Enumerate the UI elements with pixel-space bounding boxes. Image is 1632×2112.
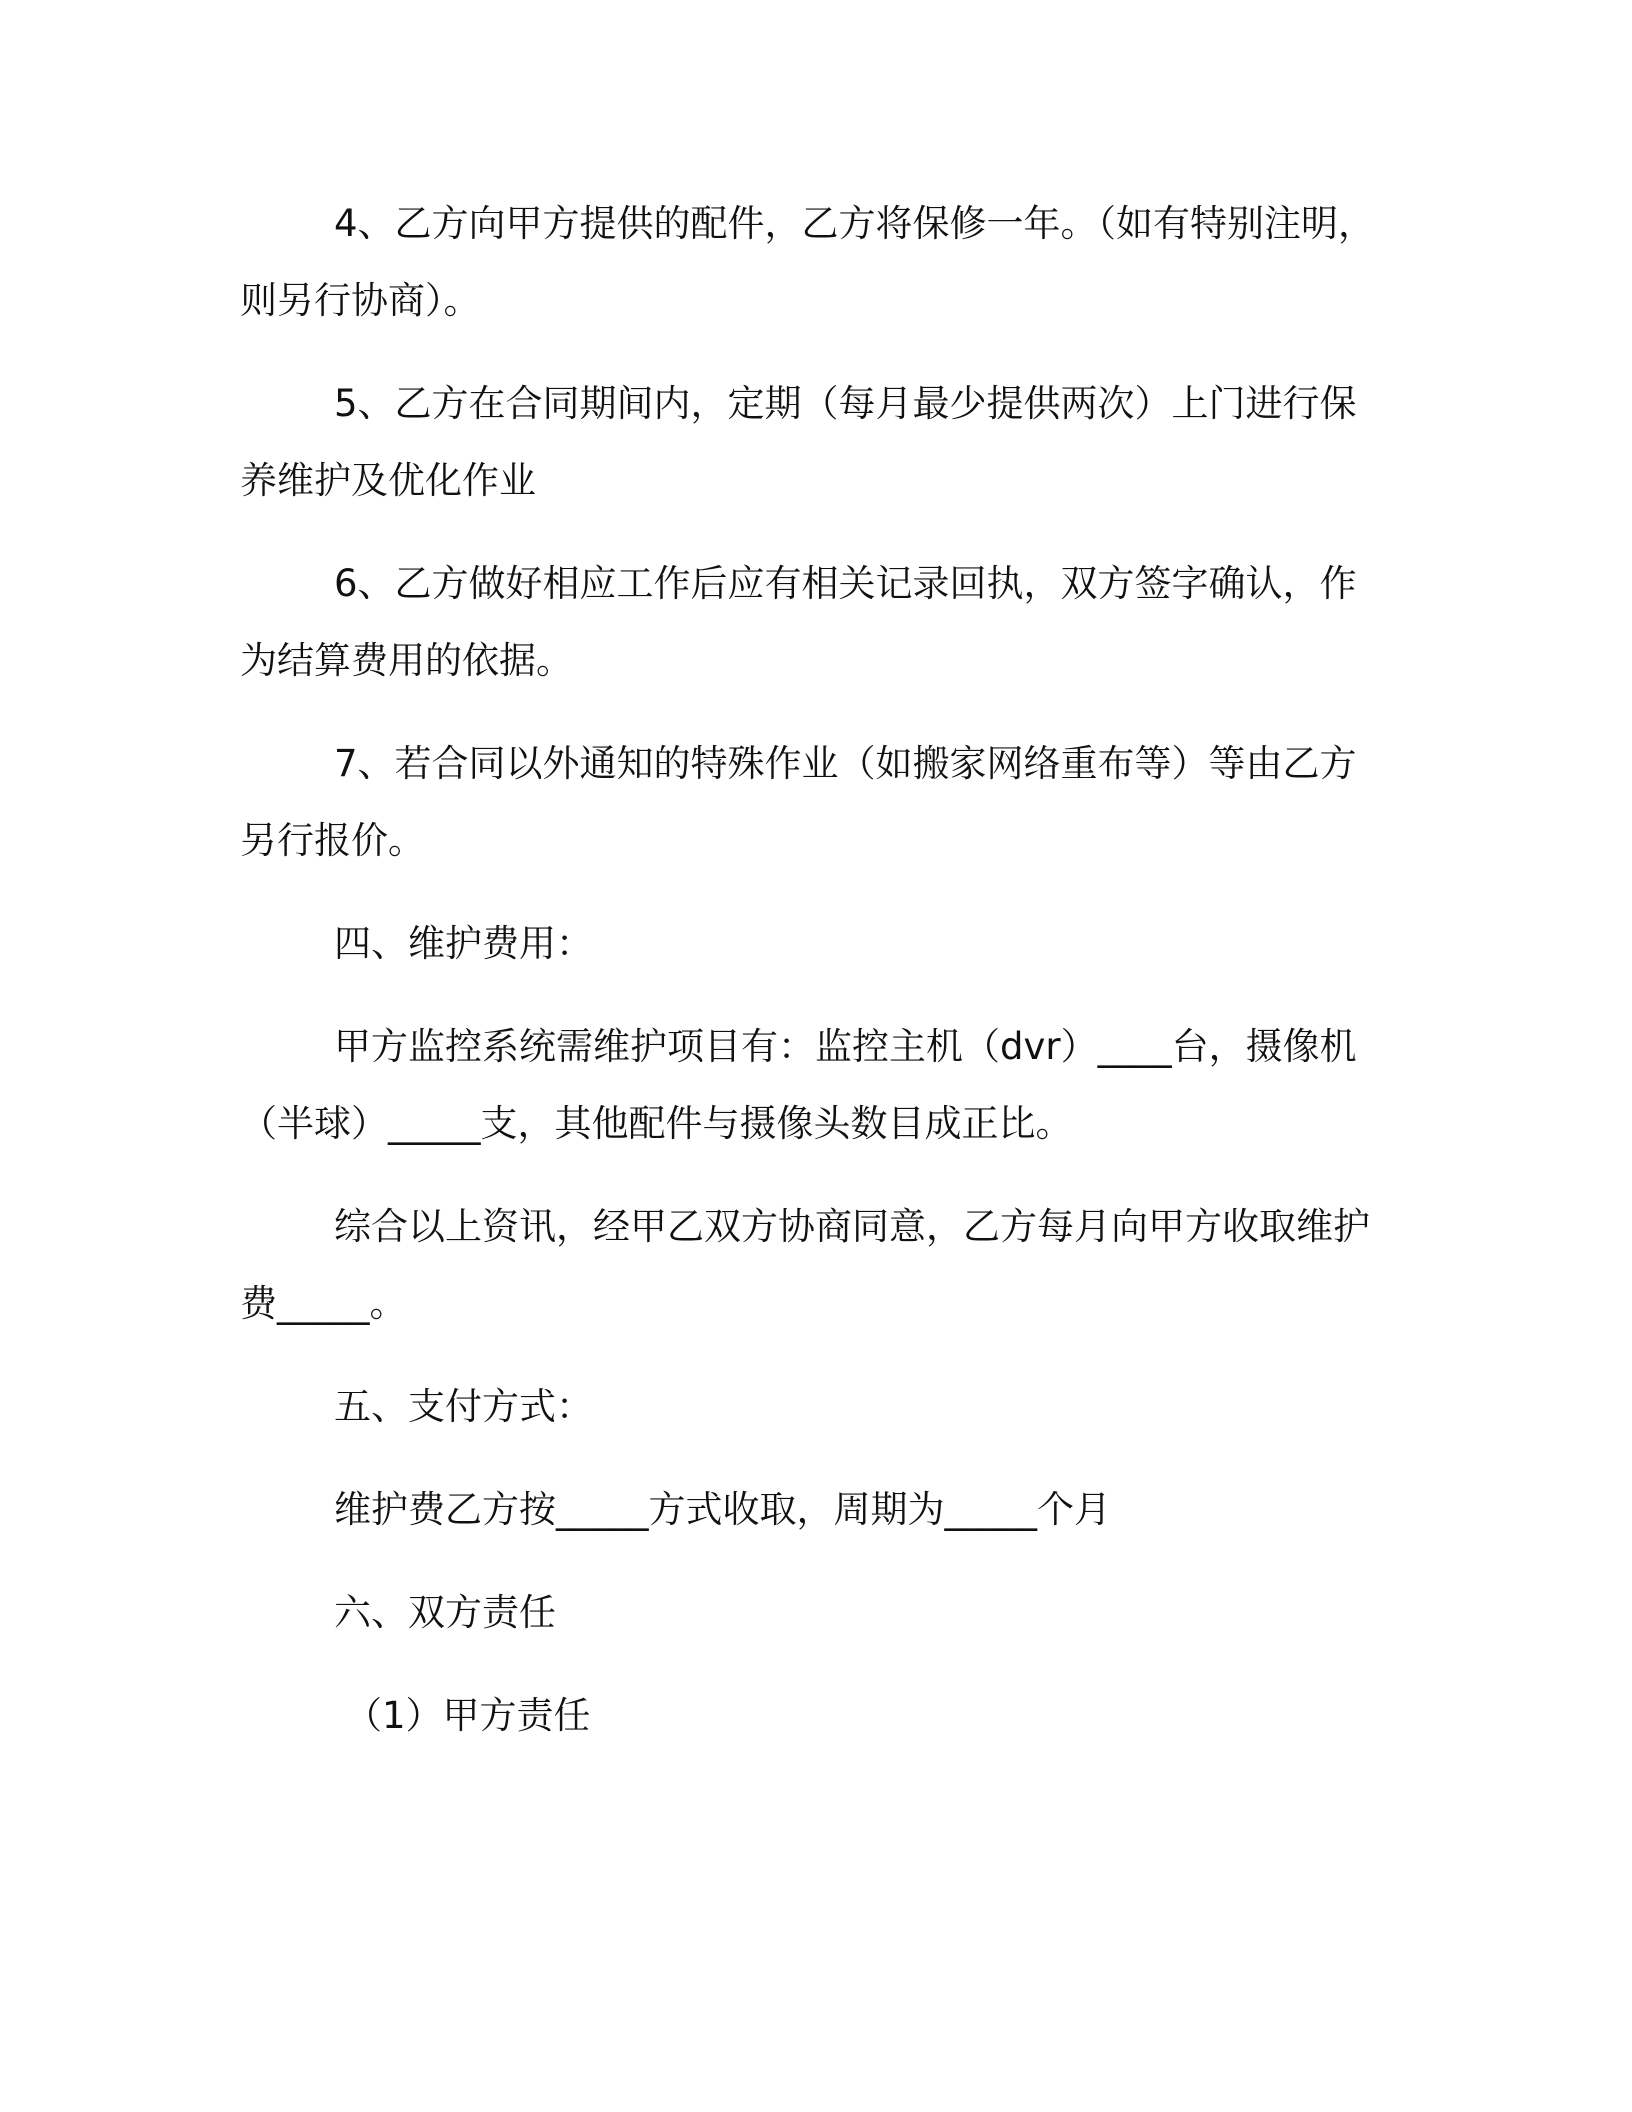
section-heading-payment-method: 五、支付方式： xyxy=(334,1385,593,1428)
party-a-responsibility-heading: （1）甲方责任 xyxy=(345,1694,591,1737)
clause-5: 5、乙方在合同期间内，定期（每月最少提供两次）上门进行保养维护及优化作业 xyxy=(240,382,1357,502)
payment-method-text: 维护费乙方按_____方式收取，周期为_____个月 xyxy=(334,1488,1111,1531)
monthly-fee-text: 综合以上资讯，经甲乙双方协商同意，乙方每月向甲方收取维护费_____。 xyxy=(240,1205,1370,1325)
clause-7: 7、若合同以外通知的特殊作业（如搬家网络重布等）等由乙方另行报价。 xyxy=(240,742,1357,862)
section-heading-responsibilities: 六、双方责任 xyxy=(334,1591,556,1634)
section-heading-maintenance-fee: 四、维护费用： xyxy=(334,922,593,965)
maintenance-items-text: 甲方监控系统需维护项目有：监控主机（dvr）____台，摄像机（半球）_____支，其他配件与摄像头数目成正比。 xyxy=(240,1025,1357,1145)
clause-4: 4、乙方向甲方提供的配件，乙方将保修一年。（如有特别注明，则另行协商）。 xyxy=(240,202,1376,322)
document-body xyxy=(240,185,1390,1754)
clause-6: 6、乙方做好相应工作后应有相关记录回执，双方签字确认，作为结算费用的依据。 xyxy=(240,562,1357,682)
